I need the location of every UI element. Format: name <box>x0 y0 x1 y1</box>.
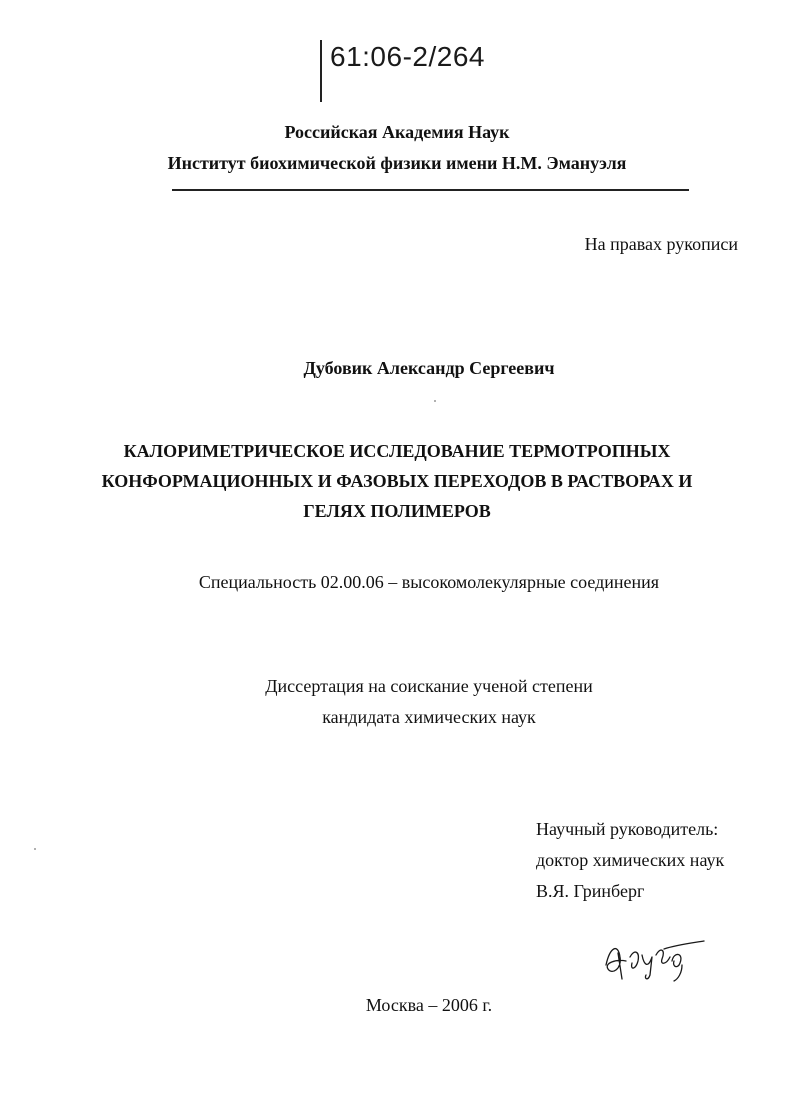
city-year: Москва – 2006 г. <box>365 995 493 1015</box>
title-line-2: КОНФОРМАЦИОННЫХ И ФАЗОВЫХ ПЕРЕХОДОВ В РАСТВОРАХ И <box>101 471 693 491</box>
title-line-3: ГЕЛЯХ ПОЛИМЕРОВ <box>303 501 491 521</box>
academy-name: Российская Академия Наук <box>284 122 510 142</box>
stamp-bar <box>320 40 322 102</box>
supervisor-rank: доктор химических наук <box>536 850 725 870</box>
author-name: Дубовик Александр Сергеевич <box>303 358 555 378</box>
signature-image <box>600 935 710 985</box>
degree-line-1: Диссертация на соискание ученой степени <box>265 676 593 696</box>
header-rule <box>172 189 689 191</box>
degree-line-2: кандидата химических наук <box>322 707 536 727</box>
rights-note: На правах рукописи <box>584 234 738 254</box>
scan-speck <box>34 848 36 850</box>
supervisor-label: Научный руководитель: <box>536 819 719 839</box>
supervisor-name: В.Я. Гринберг <box>536 881 645 901</box>
scan-speck <box>434 400 436 402</box>
title-line-1: КАЛОРИМЕТРИЧЕСКОЕ ИССЛЕДОВАНИЕ ТЕРМОТРОПНЫХ <box>123 441 671 461</box>
stamp-code: 61:06-2/264 <box>330 41 485 72</box>
specialty: Специальность 02.00.06 – высокомолекулярные соединения <box>198 572 660 592</box>
institute-name: Институт биохимической физики имени Н.М. Эмануэля <box>167 153 627 173</box>
